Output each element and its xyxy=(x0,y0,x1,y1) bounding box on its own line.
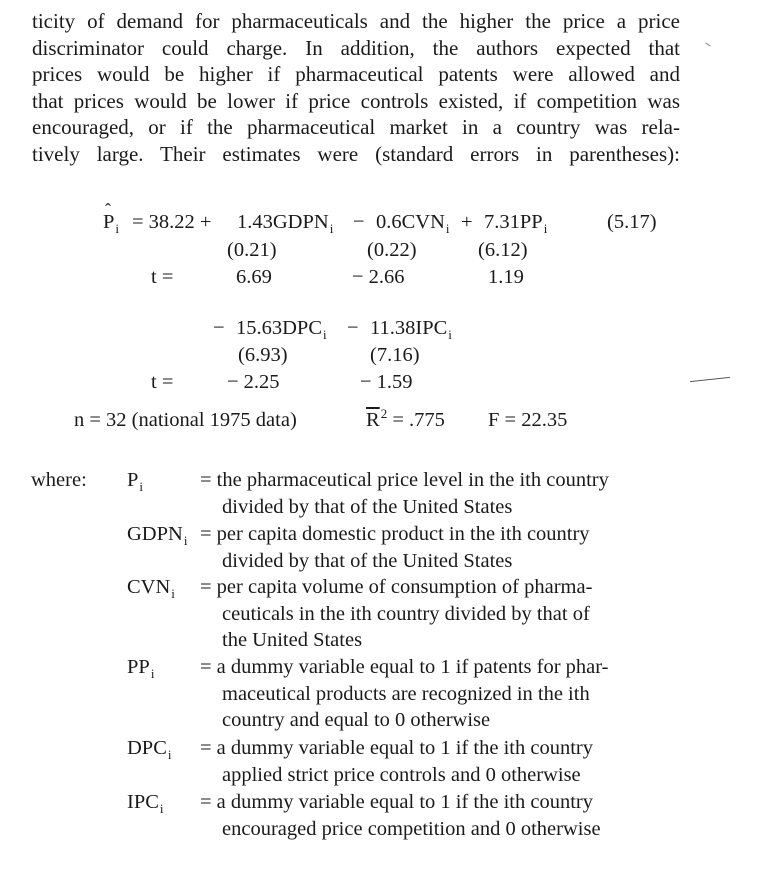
equation-op: + xyxy=(461,211,473,233)
def-var-gdpn: $GDPN_i$ xyxy=(127,523,188,548)
equation-number: (5.17) xyxy=(607,211,657,233)
scan-mark xyxy=(690,377,730,382)
equation-term-ipc: $11.38IPC_i$ xyxy=(370,317,452,342)
t-stat: 6.69 xyxy=(236,266,272,288)
def-var-dpc: $DPC_i$ xyxy=(127,737,172,762)
intro-paragraph xyxy=(32,8,680,168)
t-stat: 1.19 xyxy=(488,266,524,288)
std-error: (6.12) xyxy=(478,239,528,261)
equation-lhs: ˆ $P_i$ xyxy=(103,210,119,236)
equation-term-pp: $7.31PP_i$ xyxy=(484,211,548,236)
sample-size: n = 32 (national 1975 data) xyxy=(74,409,297,431)
def-var-p: $P_i$ xyxy=(127,469,144,494)
equation-op: − xyxy=(213,317,225,339)
equation-lhs-var: ˆ P xyxy=(103,210,114,234)
r-squared: $\overline{R}^2 = .775$ xyxy=(366,406,445,431)
def-text-pp: = a dummy variable equal to 1 if patents for phar- maceutical products are recognized in the ith country and equal to 0 otherwise xyxy=(200,656,609,732)
paragraph-line: tively large. Their estimates were (standard errors in parentheses): xyxy=(32,141,680,166)
t-stat: − 2.25 xyxy=(227,371,280,393)
equation-op: − xyxy=(347,317,359,339)
f-statistic: F = 22.35 xyxy=(488,409,568,431)
paragraph-line: encouraged, or if the pharmaceutical market in a country was rela- xyxy=(32,115,680,140)
equation-term-gdpn: $1.43GDPN_i$ xyxy=(237,211,334,236)
std-error: (6.93) xyxy=(238,344,288,366)
t-label: t = xyxy=(151,371,174,393)
def-text-p: = the pharmaceutical price level in the ith country divided by that of the United States xyxy=(200,469,609,518)
where-label: where: xyxy=(31,469,87,491)
def-var-cvn: $CVN_i$ xyxy=(127,576,175,601)
scan-mark xyxy=(705,42,710,46)
equation-op: − xyxy=(353,211,365,233)
def-text-gdpn: = per capita domestic product in the ith country divided by that of the United States xyxy=(200,523,590,572)
def-var-pp: $PP_i$ xyxy=(127,656,155,681)
std-error: (0.21) xyxy=(227,239,277,261)
equation-intercept: = 38.22 + xyxy=(132,211,212,233)
paragraph-line: discriminator could charge. In addition, the authors expected that xyxy=(32,35,680,60)
def-text-dpc: = a dummy variable equal to 1 if the ith country applied strict price controls and 0 otherwise xyxy=(200,737,593,786)
equation-term-dpc: $15.63DPC_i$ xyxy=(236,317,327,342)
def-var-ipc: $IPC_i$ xyxy=(127,791,164,816)
def-text-cvn: = per capita volume of consumption of pharma- ceuticals in the ith country divided by that of the United States xyxy=(200,576,593,652)
t-label: t = xyxy=(151,266,174,288)
std-error: (0.22) xyxy=(367,239,417,261)
paragraph-line: ticity of demand for pharmaceuticals and the higher the price a price xyxy=(32,9,680,33)
paragraph-line: prices would be higher if pharmaceutical patents were allowed and xyxy=(32,62,680,87)
t-stat: − 2.66 xyxy=(352,266,405,288)
std-error: (7.16) xyxy=(370,344,420,366)
t-stat: − 1.59 xyxy=(360,371,413,393)
paragraph-line: that prices would be lower if price controls existed, if competition was xyxy=(32,88,680,113)
equation-term-cvn: $0.6CVN_i$ xyxy=(376,211,450,236)
def-text-ipc: = a dummy variable equal to 1 if the ith country encouraged price competition and 0 otherwise xyxy=(200,791,601,840)
